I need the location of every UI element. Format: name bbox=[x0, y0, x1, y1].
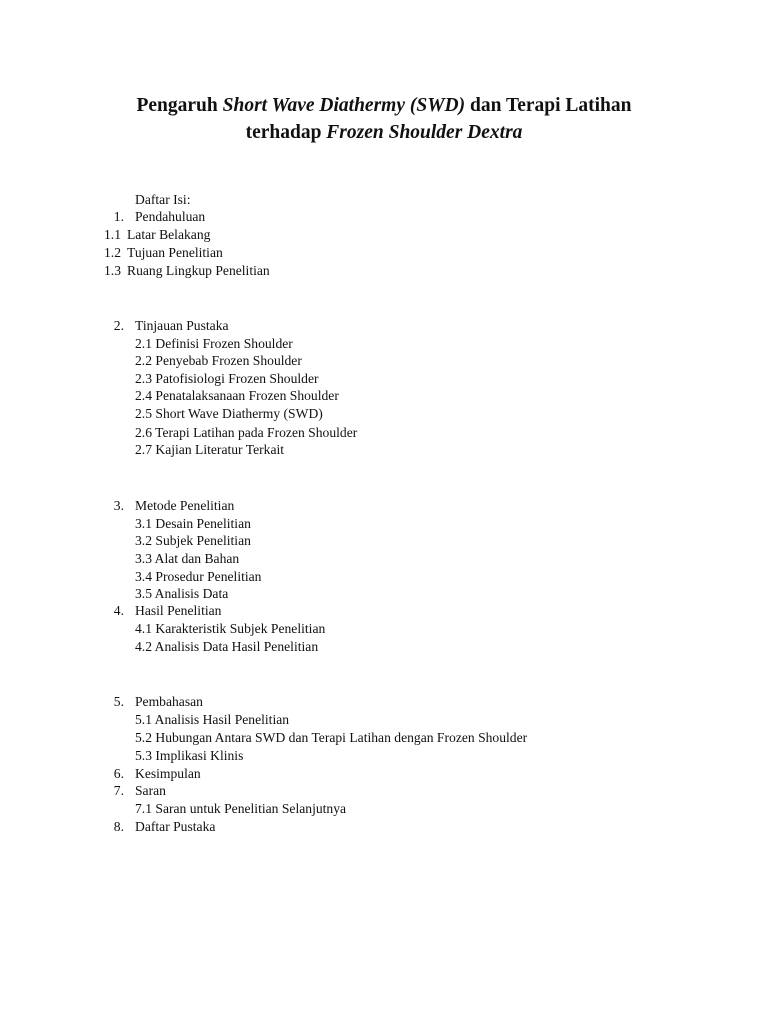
chapter-title: Daftar Pustaka bbox=[135, 819, 216, 834]
toc-subsection: 2.2 Penyebab Frozen Shoulder bbox=[135, 353, 302, 368]
toc-subsection: 3.3 Alat dan Bahan bbox=[135, 551, 240, 566]
subsection-title: Tujuan Penelitian bbox=[127, 245, 223, 260]
toc-subsection: 2.3 Patofisiologi Frozen Shoulder bbox=[135, 371, 319, 386]
chapter-title: Metode Penelitian bbox=[135, 498, 235, 513]
subsection-number: 1.1 bbox=[104, 227, 121, 242]
subsection-title: Ruang Lingkup Penelitian bbox=[127, 263, 270, 278]
title-line-1: Pengaruh Short Wave Diathermy (SWD) dan Terapi Latihan bbox=[136, 95, 632, 116]
toc-subsection: 2.6 Terapi Latihan pada Frozen Shoulder bbox=[135, 425, 358, 440]
chapter-title: Saran bbox=[135, 783, 166, 798]
toc-subsection: 5.1 Analisis Hasil Penelitian bbox=[135, 712, 290, 727]
subsection-number: 1.2 bbox=[104, 245, 121, 260]
chapter-number: 6. bbox=[113, 766, 124, 781]
toc-subsection: 3.5 Analisis Data bbox=[135, 586, 229, 601]
chapter-title: Kesimpulan bbox=[135, 766, 201, 781]
toc-subsection: 3.4 Prosedur Penelitian bbox=[135, 569, 262, 584]
chapter-number: 7. bbox=[113, 783, 124, 798]
toc-subsection: 2.1 Definisi Frozen Shoulder bbox=[135, 336, 293, 351]
toc-subsection: 4.1 Karakteristik Subjek Penelitian bbox=[135, 621, 326, 636]
document-title bbox=[0, 92, 768, 146]
toc-subsection: 5.3 Implikasi Klinis bbox=[135, 748, 244, 763]
chapter-number: 8. bbox=[113, 819, 124, 834]
chapter-number: 2. bbox=[113, 318, 124, 333]
toc-subsection: 4.2 Analisis Data Hasil Penelitian bbox=[135, 639, 319, 654]
toc-subsection: 7.1 Saran untuk Penelitian Selanjutnya bbox=[135, 801, 347, 816]
subsection-number: 1.3 bbox=[104, 263, 121, 278]
chapter-title: Tinjauan Pustaka bbox=[135, 318, 229, 333]
chapter-title: Hasil Penelitian bbox=[135, 603, 222, 618]
chapter-number: 3. bbox=[113, 498, 124, 513]
toc-subsection: 2.4 Penatalaksanaan Frozen Shoulder bbox=[135, 388, 339, 403]
title-line-2: terhadap Frozen Shoulder Dextra bbox=[245, 122, 523, 143]
chapter-title: Pembahasan bbox=[135, 694, 203, 709]
toc-subsection: 5.2 Hubungan Antara SWD dan Terapi Latihan dengan Frozen Shoulder bbox=[135, 730, 528, 745]
chapter-number: 4. bbox=[113, 603, 124, 618]
chapter-number: 1. bbox=[113, 209, 124, 224]
toc-subsection: 2.5 Short Wave Diathermy (SWD) bbox=[135, 406, 323, 421]
toc-subsection: 2.7 Kajian Literatur Terkait bbox=[135, 442, 285, 457]
toc-subsection: 3.2 Subjek Penelitian bbox=[135, 533, 251, 548]
toc-heading: Daftar Isi: bbox=[135, 192, 191, 207]
subsection-title: Latar Belakang bbox=[127, 227, 211, 242]
chapter-title: Pendahuluan bbox=[135, 209, 206, 224]
toc-subsection: 3.1 Desain Penelitian bbox=[135, 516, 251, 531]
chapter-number: 5. bbox=[113, 694, 124, 709]
